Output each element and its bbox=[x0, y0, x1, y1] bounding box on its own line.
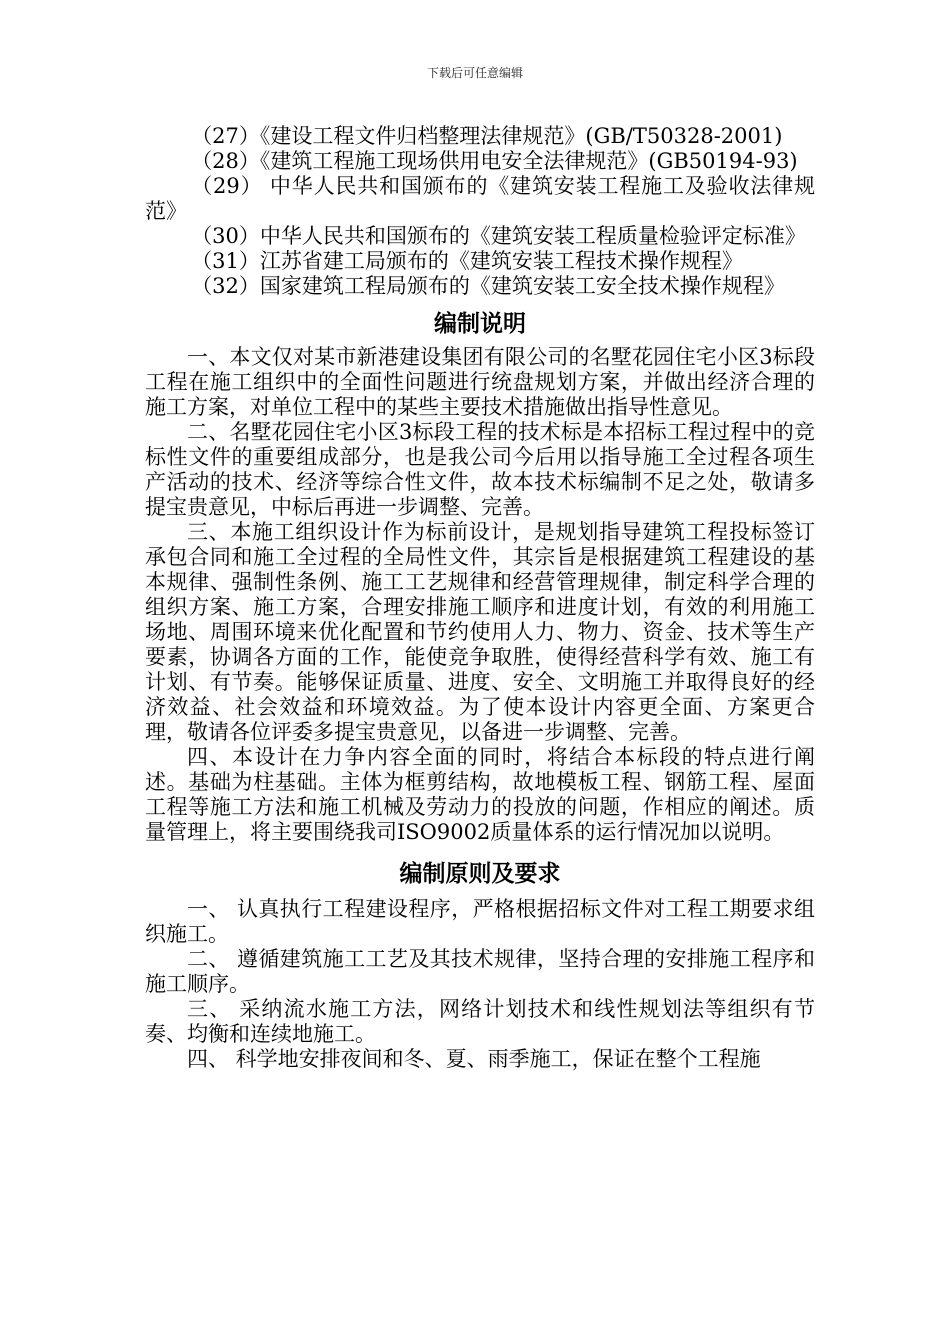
section-title-principles: 编制原则及要求 bbox=[399, 861, 561, 887]
header-note: 下载后可任意编辑 bbox=[426, 66, 523, 80]
reference-item: （29） 中华人民共和国颁布的《建筑安装工程施工及验收法律规范》 bbox=[145, 174, 815, 223]
paragraph: 四、本设计在力争内容全面的同时，将结合本标段的特点进行阐述。基础为柱基础。主体为框剪结构，故地模板工程、钢筋工程、屋面工程等施工方法和施工机械及劳动力的投放的问题，作相应的阐述。质量管理上，将主要围绕我司ISO9002质量体系的运行情况加以说明。 bbox=[145, 745, 815, 844]
paragraph: 一、本文仅对某市新港建设集团有限公司的名墅花园住宅小区3标段工程在施工组织中的全面性问题进行统盘规划方案，并做出经济合理的施工方案，对单位工程中的某些主要技术措施做出指导性意见。 bbox=[145, 345, 815, 419]
document-body bbox=[145, 124, 815, 1072]
paragraph: 四、 科学地安排夜间和冬、夏、雨季施工，保证在整个工程施 bbox=[187, 1047, 761, 1071]
paragraph: 三、本施工组织设计作为标前设计，是规划指导建筑工程投标签订承包合同和施工全过程的全局性文件，其宗旨是根据建筑工程建设的基本规律、强制性条例、施工工艺规律和经营管理规律，制定科学合理的组织方案、施工方案，合理安排施工顺序和进度计划，有效的利用施工场地、周围环境来优化配置和节约使用人力、物力、资金、技术等生产要素，协调各方面的工作，能使竞争取胜，使得经营科学有效、施工有计划、有节奏。能够保证质量、进度、安全、文明施工并取得良好的经济效益、社会效益和环境效益。为了使本设计内容更全面、方案更合理，敬请各位评委多提宝贵意见，以备进一步调整、完善。 bbox=[145, 520, 815, 744]
paragraph: 三、 采纳流水施工方法，网络计划技术和线性规划法等组织有节奏、均衡和连续地施工。 bbox=[145, 997, 815, 1046]
reference-item: （31）江苏省建工局颁布的《建筑安装工程技术操作规程》 bbox=[191, 249, 743, 273]
reference-item: （28）《建筑工程施工现场供用电安全法律规范》(GB50194-93) bbox=[191, 149, 798, 173]
paragraph: 一、 认真执行工程建设程序，严格根据招标文件对工程工期要求组织施工。 bbox=[145, 897, 815, 946]
paragraph: 二、 遵循建筑施工工艺及其技术规律，坚持合理的安排施工程序和施工顺序。 bbox=[145, 947, 815, 996]
paragraph: 二、名墅花园住宅小区3标段工程的技术标是本招标工程过程中的竞标性文件的重要组成部分，也是我公司今后用以指导施工全过程各项生产活动的技术、经济等综合性文件，故本技术标编制不足之处，敬请多提宝贵意见，中标后再进一步调整、完善。 bbox=[145, 420, 815, 519]
reference-item: （32）国家建筑工程局颁布的《建筑安装工安全技术操作规程》 bbox=[191, 274, 785, 298]
reference-item: （27）《建设工程文件归档整理法律规范》(GB/T50328-2001) bbox=[191, 124, 783, 148]
reference-item: （30）中华人民共和国颁布的《建筑安装工程质量检验评定标准》 bbox=[191, 224, 806, 248]
section-title-compilation-notes: 编制说明 bbox=[434, 311, 526, 337]
